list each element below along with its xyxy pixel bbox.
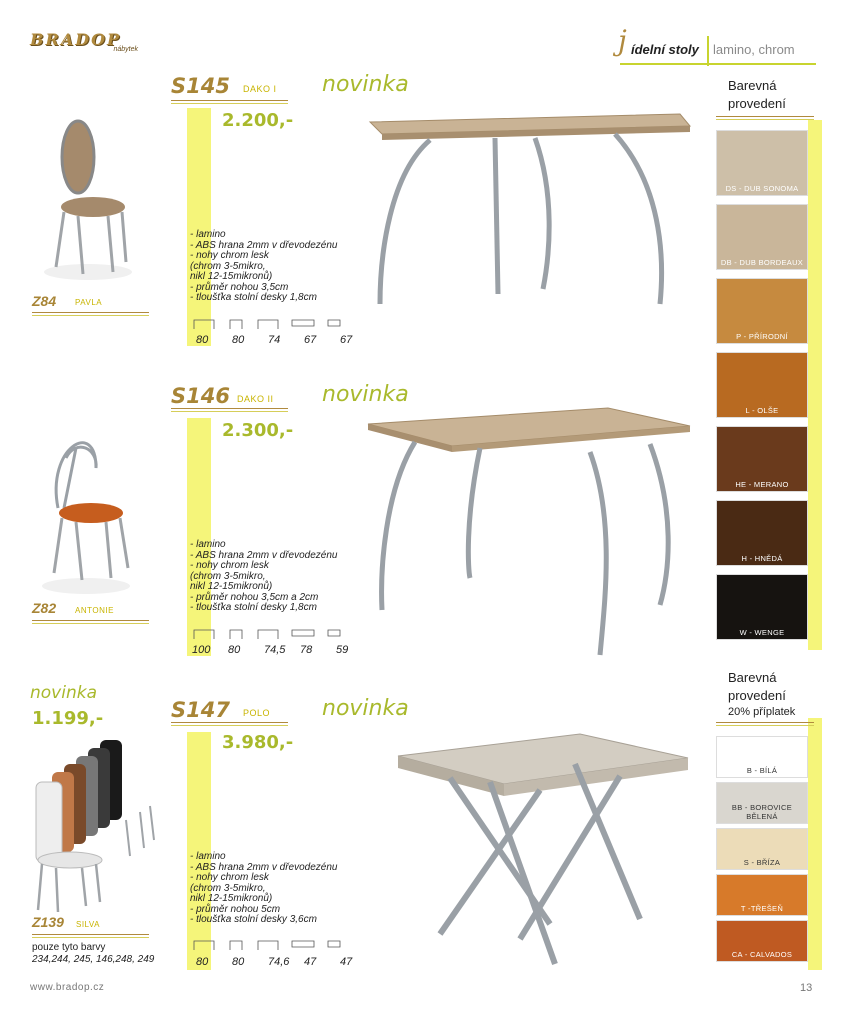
colors-title: provedení xyxy=(728,688,786,703)
product-model: DAKO I xyxy=(243,84,277,94)
yellow-bar xyxy=(187,108,211,346)
color-swatch xyxy=(716,204,808,270)
colors-title: Barevná xyxy=(728,670,777,685)
colors-title: provedení xyxy=(728,96,786,111)
heading-rule xyxy=(171,411,288,412)
color-swatch-label: BB - BOROVICE BĚLENÁ xyxy=(731,803,793,821)
color-swatch xyxy=(716,278,808,344)
color-swatch xyxy=(716,574,808,640)
chair-price: 1.199,- xyxy=(32,708,104,729)
dimension-values: 80 80 74 67 67 xyxy=(196,334,353,346)
chair-code: Z82 xyxy=(32,600,57,616)
colors-rule xyxy=(716,119,814,120)
dimension-icons xyxy=(192,938,352,952)
dimension-values: 100 80 74,5 78 59 xyxy=(192,644,349,656)
dimension-diagram-icon xyxy=(192,627,352,641)
chair-z82-image xyxy=(36,428,136,598)
dimension-values: 80 80 74,6 47 47 xyxy=(196,956,353,968)
heading-rule xyxy=(171,725,288,726)
novinka-label: novinka xyxy=(322,696,409,721)
color-swatch-label: HE - MERANO xyxy=(735,480,789,489)
table-s145-image xyxy=(360,104,700,314)
color-swatch xyxy=(716,782,808,824)
color-swatch xyxy=(716,736,808,778)
chair-code: Z84 xyxy=(32,293,57,309)
color-swatch xyxy=(716,130,808,196)
chair-rule xyxy=(32,934,149,935)
novinka-label: novinka xyxy=(322,382,409,407)
color-swatch-label: L - OLŠE xyxy=(745,406,779,415)
chair-name: PAVLA xyxy=(75,298,103,307)
color-swatch-label: P - PŘÍRODNÍ xyxy=(736,332,788,341)
header-separator xyxy=(707,36,709,66)
chair-colors-note: 234,244, 245, 146,248, 249 xyxy=(32,954,155,965)
chair-rule xyxy=(32,312,149,313)
color-swatch-label: DB - DUB BORDEAUX xyxy=(720,258,804,267)
heading-rule xyxy=(171,100,288,101)
color-swatch-label: B - BÍLÁ xyxy=(746,766,778,775)
logo-sub: nábytek xyxy=(113,46,138,53)
chair-z84-image xyxy=(38,112,138,282)
color-swatch xyxy=(716,500,808,566)
novinka-label: novinka xyxy=(322,72,409,97)
colors-rule xyxy=(716,116,814,117)
colors-title: Barevná xyxy=(728,78,777,93)
color-swatch-label: H - HNĚDÁ xyxy=(741,554,783,563)
dimension-icons xyxy=(192,317,352,331)
colors-rule xyxy=(716,725,814,726)
product-model: DAKO II xyxy=(237,394,274,404)
color-swatch-label: S - BŘÍZA xyxy=(743,858,781,867)
color-swatch xyxy=(716,426,808,492)
color-swatch xyxy=(716,874,808,916)
color-swatch xyxy=(716,920,808,962)
color-swatch-label: CA - CALVADOS xyxy=(731,950,793,959)
chair-name: ANTONIE xyxy=(75,606,114,615)
color-panel-bar xyxy=(808,718,822,970)
color-swatch-label: DS - DUB SONOMA xyxy=(725,184,799,193)
product-specs: - lamino - ABS hrana 2mm v dřevodezénu - nohy chrom lesk (chrom 3-5mikro, nikl 12-15mikronů) - průměr nohou 3,5cm - tloušťka stolní desky 1,8cm xyxy=(190,229,338,303)
header-j-letter: j xyxy=(618,24,627,57)
chair-name: SILVA xyxy=(76,920,100,929)
heading-rule xyxy=(171,722,288,723)
chair-rule xyxy=(32,315,149,316)
heading-rule xyxy=(171,103,288,104)
product-code: S146 xyxy=(171,384,230,408)
table-s146-image xyxy=(360,400,700,660)
product-code: S147 xyxy=(171,698,230,722)
logo-main: BRADOP xyxy=(30,30,122,49)
chair-rule xyxy=(32,623,149,624)
product-specs: - lamino - ABS hrana 2mm v dřevodezénu - nohy chrom lesk (chrom 3-5mikro, nikl 12-15mikronů) - průměr nohou 5cm - tloušťka stolní desky 3,6cm xyxy=(190,851,338,925)
product-model: POLO xyxy=(243,708,271,718)
product-price: 2.200,- xyxy=(222,110,294,131)
chair-code: Z139 xyxy=(32,914,64,930)
page-number: 13 xyxy=(800,982,813,994)
header-subtitle: lamino, chrom xyxy=(713,42,795,57)
product-specs: - lamino - ABS hrana 2mm v dřevodezénu - nohy chrom lesk (chrom 3-5mikro, nikl 12-15mikronů) - průměr nohou 3,5cm a 2cm - tloušťka stolní desky 1,8cm xyxy=(190,539,338,613)
color-swatch xyxy=(716,352,808,418)
colors-rule xyxy=(716,722,814,723)
bradop-logo xyxy=(30,30,140,58)
chair-z139-image xyxy=(30,736,165,916)
color-swatch-label: W - WENGE xyxy=(739,628,785,637)
novinka-label: novinka xyxy=(30,683,97,703)
table-s147-image xyxy=(390,724,700,974)
color-panel-bar xyxy=(808,120,822,650)
heading-rule xyxy=(171,408,288,409)
footer-url[interactable]: www.bradop.cz xyxy=(30,982,105,993)
color-swatch xyxy=(716,828,808,870)
dimension-diagram-icon xyxy=(192,938,352,952)
header-underline xyxy=(620,63,816,65)
color-swatch-label: T -TŘEŠEŇ xyxy=(740,904,784,913)
header-title: ídelní stoly xyxy=(631,42,699,57)
product-code: S145 xyxy=(171,74,230,98)
chair-rule xyxy=(32,620,149,621)
dimension-icons xyxy=(192,627,352,641)
chair-rule xyxy=(32,937,149,938)
chair-note: pouze tyto barvy xyxy=(32,942,106,953)
yellow-bar xyxy=(187,418,211,656)
product-price: 3.980,- xyxy=(222,732,294,753)
dimension-diagram-icon xyxy=(192,317,352,331)
product-price: 2.300,- xyxy=(222,420,294,441)
colors-surcharge: 20% příplatek xyxy=(728,706,796,718)
